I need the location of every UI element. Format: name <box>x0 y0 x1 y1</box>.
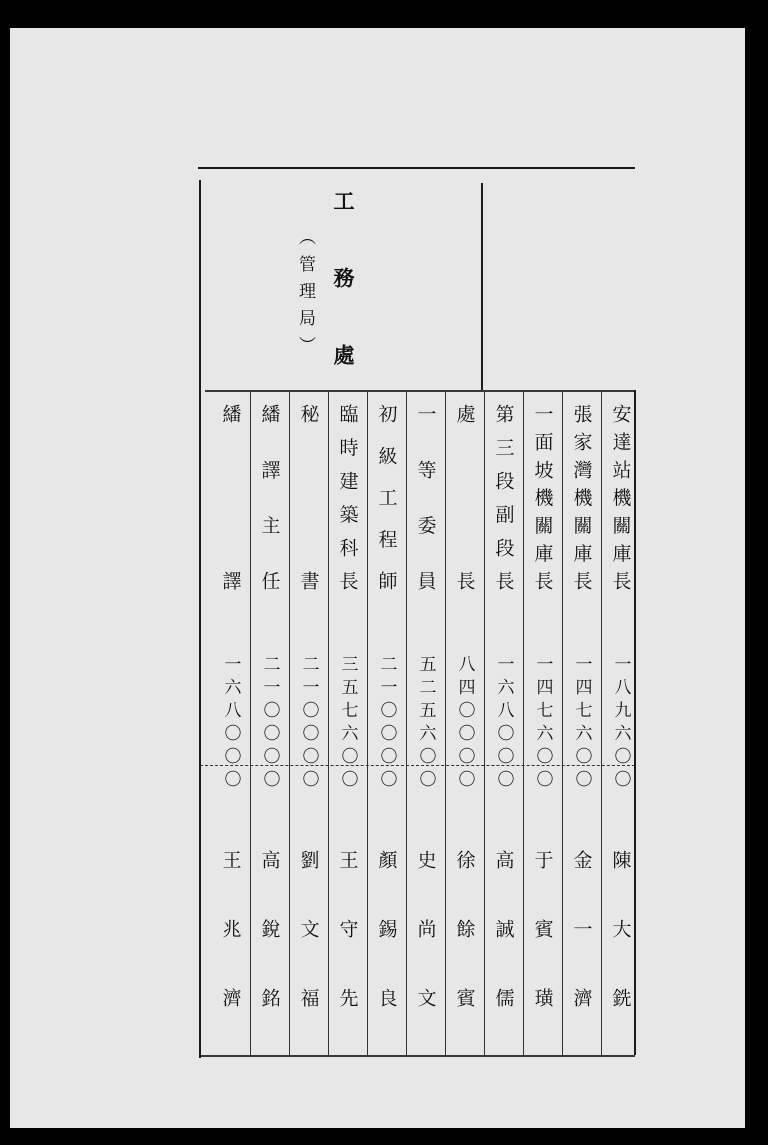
person-name: 陳大銑 <box>609 850 632 1057</box>
salary-amount: 二一〇〇〇〇 <box>259 655 280 793</box>
person-name: 高銳銘 <box>258 850 281 1057</box>
right-border <box>634 390 636 1055</box>
column-divider <box>289 392 290 1055</box>
person-name: 王守先 <box>336 850 359 1057</box>
salary-amount: 八四〇〇〇〇 <box>454 655 475 793</box>
column-divider <box>445 392 446 1055</box>
position-title: 安達站機關庫長 <box>609 404 632 594</box>
column-divider <box>601 392 602 1055</box>
salary-amount: 一六八〇〇〇 <box>493 655 514 793</box>
column-divider <box>328 392 329 1055</box>
column-divider <box>250 392 251 1055</box>
salary-amount: 一八九六〇〇 <box>610 655 631 793</box>
person-name: 金一濟 <box>570 850 593 1057</box>
person-name: 王兆濟 <box>219 850 242 1057</box>
position-title: 張家灣機關庫長 <box>570 404 593 594</box>
column-divider <box>367 392 368 1055</box>
section-title: 工務處 <box>331 190 356 421</box>
position-title: 秘書 <box>297 404 320 594</box>
position-title: 第三段副段長 <box>492 404 515 594</box>
salary-amount: 三五七六〇〇 <box>337 655 358 793</box>
top-rule <box>198 167 635 169</box>
salary-amount: 一六八〇〇〇 <box>220 655 241 793</box>
column-divider <box>484 392 485 1055</box>
left-border <box>199 180 201 1058</box>
salary-amount: 一四七六〇〇 <box>571 655 592 793</box>
header-bottom-rule <box>205 390 635 392</box>
column-divider <box>523 392 524 1055</box>
position-title: 繙譯主任 <box>258 404 281 594</box>
column-divider <box>406 392 407 1055</box>
header-divider <box>481 183 483 390</box>
person-name: 徐餘賓 <box>453 850 476 1057</box>
person-name: 顏錫良 <box>375 850 398 1057</box>
position-title: 初級工程師 <box>375 404 398 594</box>
salary-amount: 五二五六〇〇 <box>415 655 436 793</box>
position-title: 一等委員 <box>414 404 437 594</box>
salary-amount: 一四七六〇〇 <box>532 655 553 793</box>
position-title: 繙譯 <box>219 404 242 594</box>
salary-amount: 二一〇〇〇〇 <box>376 655 397 793</box>
person-name: 高誠儒 <box>492 850 515 1057</box>
position-title: 臨時建築科長 <box>336 404 359 594</box>
person-name: 于賓璜 <box>531 850 554 1057</box>
section-subtitle: （管理局） <box>295 228 315 363</box>
position-title: 一面坡機關庫長 <box>531 404 554 594</box>
salary-amount: 二一〇〇〇〇 <box>298 655 319 793</box>
person-name: 劉文福 <box>297 850 320 1057</box>
position-title: 處長 <box>453 404 476 594</box>
person-name: 史尚文 <box>414 850 437 1057</box>
column-divider <box>562 392 563 1055</box>
